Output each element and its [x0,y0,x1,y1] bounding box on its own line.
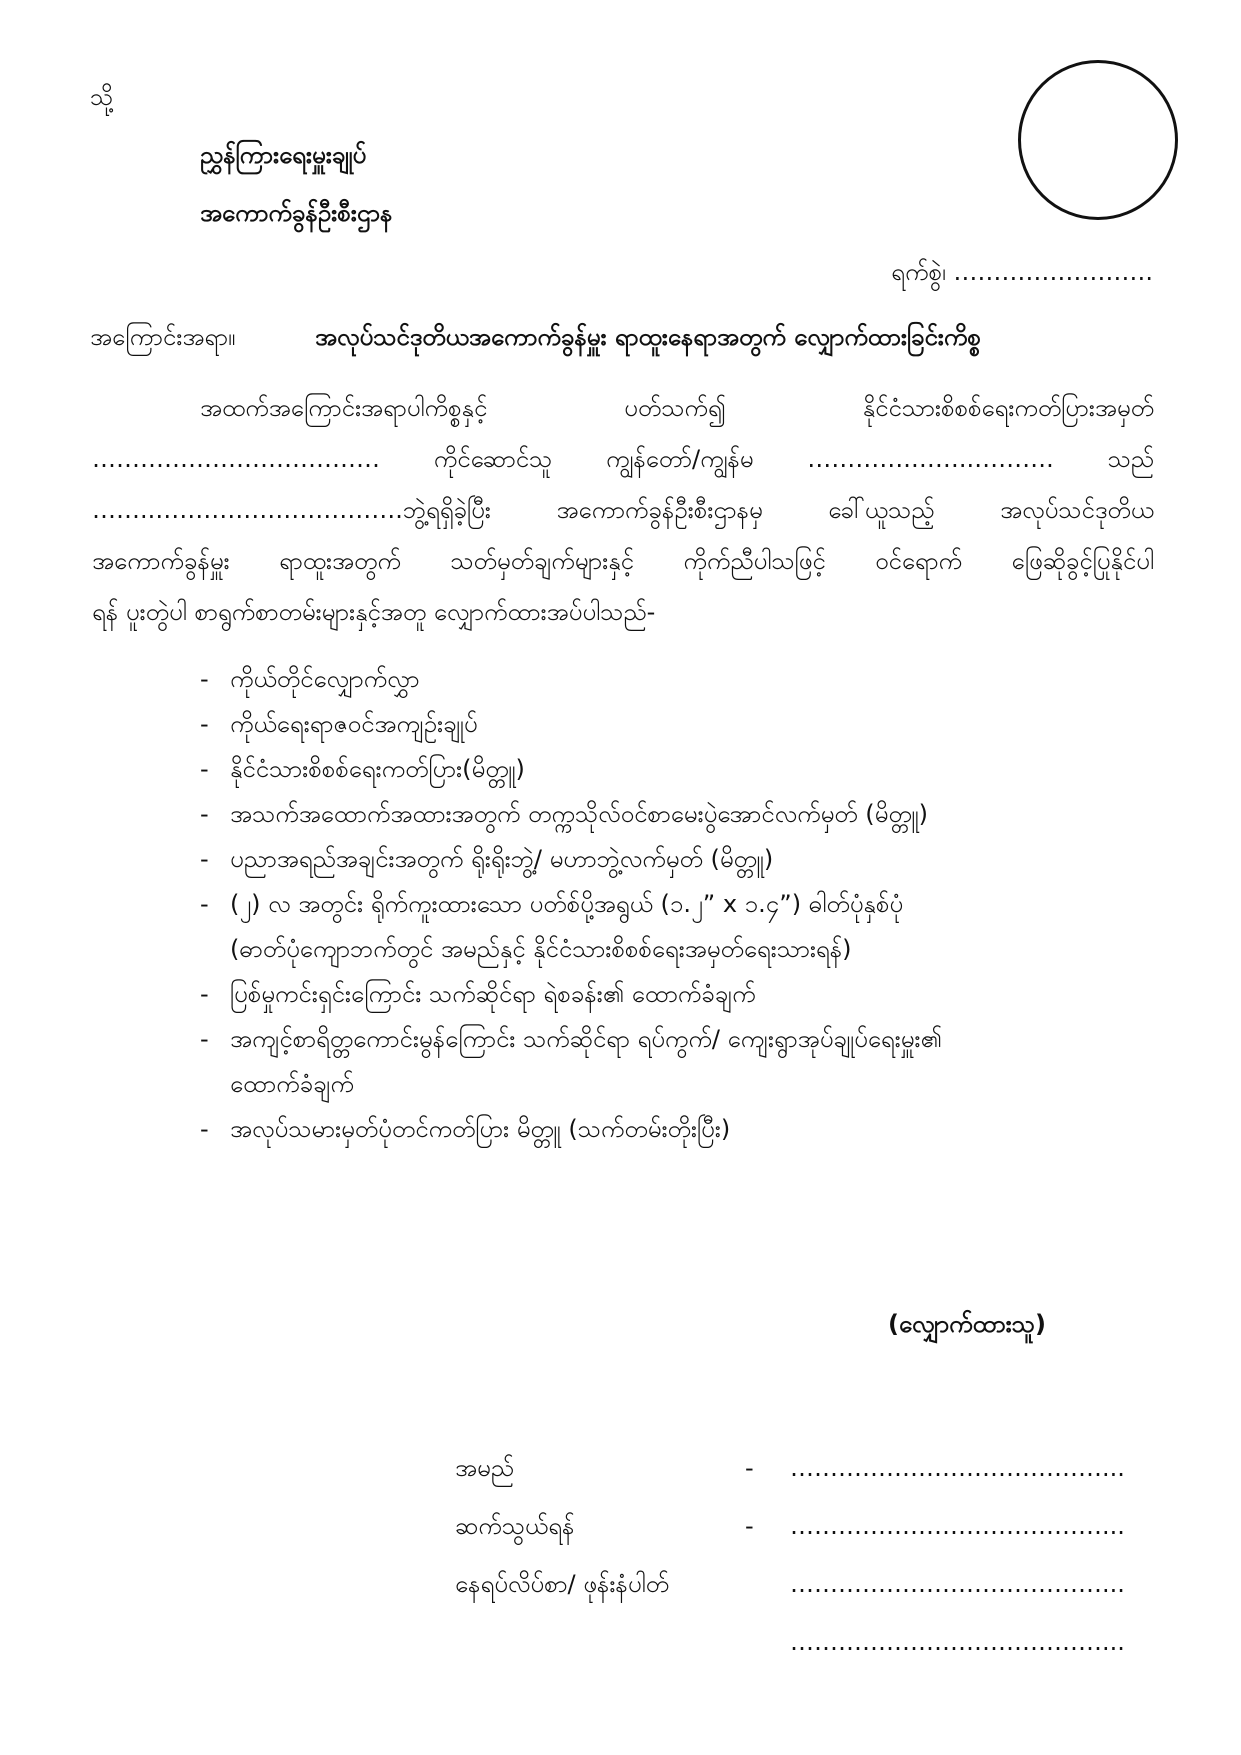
recipient-title: ညွှန်ကြားရေးမှူးချုပ် [200,141,367,169]
body-line-3: ……..………………………….ဘွဲ့ရရှိခဲ့ပြီး အကောက်ခွန်ဦးစီးဌာနမှ ခေါ်ယူသည့် အလုပ်သင်ဒုတိယ [92,496,1154,524]
contact-fill-line: …………………………………... [790,1512,1125,1540]
extra-fill-line: …………………………………... [790,1628,1125,1656]
date-line: ရက်စွဲ၊ ……………………. [891,258,1153,286]
subject-label: အကြောင်းအရာ။ [90,323,236,351]
list-item: - ပညာအရည်အချင်းအတွက် ရိုးရိုးဘွဲ့/ မဟာဘွဲ့လက်မှတ် (မိတ္တူ) [200,845,774,873]
list-item: - ကိုယ်တိုင်လျှောက်လွှာ [200,665,420,693]
list-item: - အကျင့်စာရိတ္တကောင်းမွန်ကြောင်း သက်ဆိုင်ရာ ရပ်ကွက်/ ကျေးရွာအုပ်ချုပ်ရေးမှူး၏ ထောက်ခံချက် [200,1025,942,1098]
list-item: - ပြစ်မှုကင်းရှင်းကြောင်း သက်ဆိုင်ရာ ရဲစခန်း၏ ထောက်ခံချက် [200,980,756,1008]
recipient-department: အကောက်ခွန်ဦးစီးဌာန [200,199,393,227]
photo-placeholder-circle [1018,60,1178,220]
body-line-4: အကောက်ခွန်မှူး ရာထူးအတွက် သတ်မှတ်ချက်များနှင့် ကိုက်ညီပါသဖြင့် ဝင်ရောက် ဖြေဆိုခွင့်ပြုနိုင်ပါ [92,547,1154,575]
contact-row [455,1506,1155,1546]
name-separator: - [745,1454,754,1482]
body-paragraph [92,383,1154,638]
address-label: နေရပ်လိပ်စာ/ ဖုန်းနံပါတ် [455,1570,670,1598]
list-item: - အလုပ်သမားမှတ်ပုံတင်ကတ်ပြား မိတ္တူ (သက်တမ်းတိုးပြီး) [200,1115,731,1143]
applicant-label: (လျှောက်ထားသူ) [888,1310,1046,1338]
contact-label: ဆက်သွယ်ရန် [455,1512,575,1540]
attachments-list [200,657,1100,1152]
list-item: - (၂) လ အတွင်း ရိုက်ကူးထားသော ပတ်စ်ပို့အရွယ် (၁.၂” x ၁.၄”) ဓါတ်ပုံနှစ်ပုံ (ဓာတ်ပုံကျောဘက်တွင် အမည်နှင့် နိုင်ငံသားစိစစ်ရေးအမှတ်ရေးသားရန်) [200,890,904,963]
address-row [455,1564,1155,1604]
contact-separator: - [745,1512,754,1540]
list-item: - အသက်အထောက်အထားအတွက် တက္ကသိုလ်ဝင်စာမေးပွဲအောင်လက်မှတ် (မိတ္တူ) [200,800,928,828]
to-label: သို့ [90,83,114,111]
address-fill-line: …………………………………... [790,1570,1125,1598]
name-row [455,1448,1155,1488]
name-fill-line: …………………………………... [790,1454,1125,1482]
extra-row [455,1622,1155,1662]
list-item: - ကိုယ်ရေးရာဇဝင်အကျဉ်းချုပ် [200,710,478,738]
body-line-2: ……………………………… ကိုင်ဆောင်သူ ကျွန်တော်/ကျွန်မ ………….……..………. သည် [92,445,1154,473]
body-line-1: အထက်အကြောင်းအရာပါကိစ္စနှင့် ပတ်သက်၍ နိုင်ငံသားစိစစ်ရေးကတ်ပြားအမှတ် [200,394,1154,422]
subject-text: အလုပ်သင်ဒုတိယအကောက်ခွန်မှူး ရာထူးနေရာအတွက် လျှောက်ထားခြင်းကိစ္စ [315,323,981,351]
name-label: အမည် [455,1454,514,1482]
body-line-5: ရန် ပူးတွဲပါ စာရွက်စာတမ်းများနှင့်အတူ လျှောက်ထားအပ်ပါသည်- [92,598,656,626]
list-item: - နိုင်ငံသားစိစစ်ရေးကတ်ပြား(မိတ္တူ) [200,755,525,783]
